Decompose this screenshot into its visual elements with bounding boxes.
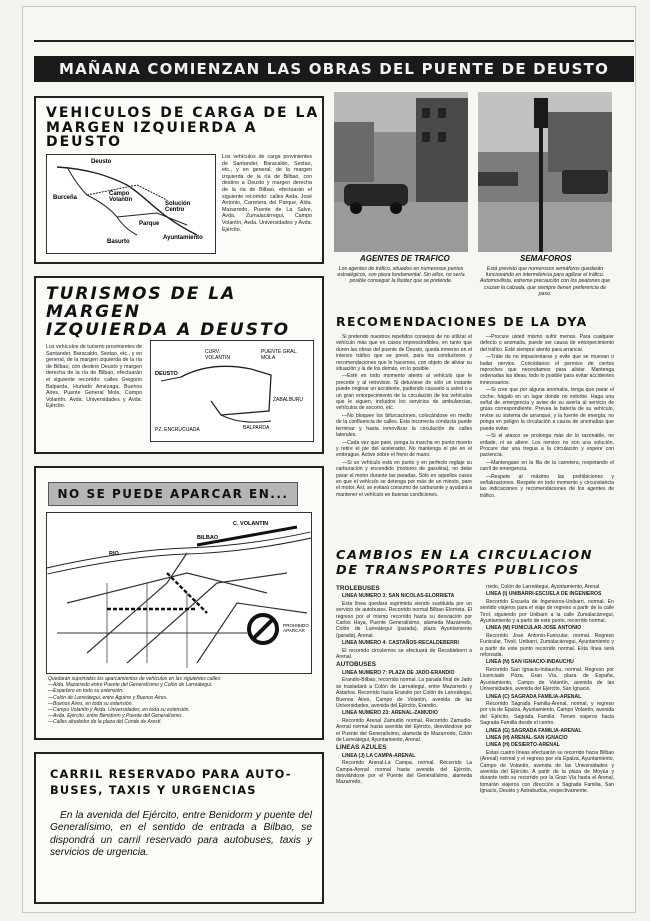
carril-title — [50, 766, 292, 798]
cambios-title-line2: DE TRANSPORTES PUBLICOS — [336, 563, 580, 578]
vehiculos-title — [46, 106, 322, 150]
vehiculos-title-line1: VEHICULOS DE CARGA DE LA — [46, 105, 320, 121]
cambios-paragraph: Recorrido Sagrada Familia-Arenal, normal, y regreso por vía de Epalza, Ayuntamiento, Campo Volantín, avenida del Ejército, Sagrada Familia. Tienen viajeros hacia Sagrada Familia desde el centro. — [480, 700, 614, 727]
aparcar-map-rio: RIO — [109, 551, 119, 557]
aparcar-item: —Espartero en todo su extensión. — [48, 688, 124, 695]
cambios-paragraph: LINEA NUMERO 7: PLAZA DE JADO-ERANDIO — [342, 669, 455, 676]
turismos-title-line2: IZQUIERDA A DEUSTO — [46, 319, 291, 340]
dya-col-1 — [336, 334, 472, 542]
vehiculos-map — [46, 154, 216, 254]
cambios-subhead: TROLEBUSES — [336, 585, 380, 592]
aparcar-item: —Buenos Aires, en toda su extensión. — [48, 700, 133, 707]
aparcar-map-prohibido: PROHIBIDO APARCAR — [283, 623, 309, 633]
aparcar-item: —Colón de Larreátegui, entre Aguirre y Buenos Aires. — [48, 694, 168, 701]
dya-paragraph: —No bloquee los bifurcaciones, colocándose en medio de la confluencia de calles. Esta incorrecta conducta puede terminar y hasta inmovilizar la circulación de calles laterales. — [336, 412, 472, 439]
cambios-title — [336, 548, 593, 578]
aparcar-item: —Avda. Ejército, entre Benidorm y Puente del Generalísimo. — [48, 713, 183, 720]
dya-paragraph: —Procure usted mismo sufrir menos. Para cualquier defecto o anomalía, puede ser causa de entorpecimiento del tráfico. Esté siempre atento para arrancar. — [480, 334, 614, 353]
aparcar-item: —Campo Volantín y Avda. Universidades, en toda su extensión. — [48, 707, 190, 714]
cambios-paragraph: LINEA (I) UNIBARRI-ESCUELA DE INGENIEROS — [486, 591, 602, 598]
vehiculos-title-line2: MARGEN IZQUIERDA A DEUSTO — [46, 119, 258, 151]
cambios-paragraph: El recorrido circulemos se efectuará de Recaldeberri a Arenal. — [336, 647, 472, 661]
cambios-paragraph: Esta línea quedará suprimida siendo sustituida por un servicio de autobuses. Recorrido normal Bilbao Elorrieta. El regreso por el mismo recorrido hasta su desviación por Carlos Haya, Puente Generalísimo, alameda Mazarredo, Colón de Larreátegui (parada), plaza Ayuntamiento (parada), Arenal. — [336, 600, 472, 639]
cambios-paragraph: LINEA (H) DESIERTO-ARENAL — [486, 742, 560, 749]
turismos-map-balparda: BALPARDA — [243, 425, 270, 431]
cambios-paragraph: LINEA NUMERO 4: CASTAÑOS-RECALDEBERRI — [342, 640, 459, 647]
map-label-solucion-centro: Solución Centro — [165, 201, 191, 213]
vehiculos-body: Los vehículos de carga provinientes de Santander, Baracaldo, Sestao, etc., y en general, de la margen izquierda de la ría de Bilbao, con destino a Deusto y margen derecha de la ría de Bilbao, efectuarán el siguiente recorrido: calles Avda. José Antonio, Carretera del Parque, Alda. Mazarredo, Puente de La Salve, Avda. Zumalacárregui, Campo Volantín, Avda. Universidades y Avda. Ejército. — [222, 154, 312, 233]
carril-title-line1: CARRIL RESERVADO PARA AUTO- — [50, 767, 292, 781]
dya-paragraph: —Esté en todo momento atento al vehículo que le precede y al retrovisor. Si detuviese de sólo un instante puede originar un accidente, pudiendo causarlo a usted o a un gran entorpecimiento de la circulación de los vehículos que le siguen, incluidos los servicios de ambulancias, vehículos de socorro, etc. — [336, 373, 472, 412]
aparcar-list — [48, 676, 310, 726]
cambios-subhead: LINEAS AZULES — [336, 744, 387, 752]
cambios-paragraph: LINEA NUMERO 3: SAN NICOLAS-ELORRIETA — [342, 593, 455, 600]
turismos-map-puente: PUENTE GRAL. MOLA — [261, 349, 298, 361]
cambios-paragraph: Estas cuatro líneas efectuarán su recorrido hacia Bilbao (Arenal) normal y el regreso por vía Epalza, Ayuntamiento, Campo de Volantín, avenida de las Universidades y avenida del Ejército. A partir de la plaza de Moyúa y durante todo su recorrido por la Gran Vía hasta el Arenal, tomarán viajeros con dirección a Sagrada Familia, San Ignacio, Deusto y Astrabudúa, respectivamente. — [480, 749, 614, 795]
top-rule — [34, 40, 634, 42]
cambios-subhead: AUTOBUSES — [336, 661, 377, 669]
dya-col-2 — [480, 334, 614, 542]
cambios-col-1 — [336, 584, 472, 902]
cambios-title-line1: CAMBIOS EN LA CIRCULACION — [336, 548, 594, 563]
dya-paragraph: —Tráte de no impacientarse y evite que se muevan o bailar nervios. Concédanos el permiso de ciertos reproches que necesitamos para aliviar. Mantenga ordenadas las ideas, todo lo posible para evitar accidentes innecesarios. — [480, 354, 614, 386]
turismos-map-encrucijada: PZ. ENCRUCIJADA — [155, 427, 200, 433]
turismos-box — [34, 276, 324, 454]
photo-semaforos — [478, 92, 612, 252]
photo-agentes — [334, 92, 468, 252]
dya-paragraph: —Si cree que por alguna anomalía, tenga que parar el coche, hágalo en un lugar donde no estorbe. Haga una señal de emergencia y avise de su avería al servicio de grúas correspondiente. Prevea la batería de su vehículo, revise su sistema de arranque, y la fuente de energía; no ponga en peligro la circulación a causa de anomalías que puede evitar. — [480, 387, 614, 432]
cambios-paragraph: Recorrido José Antonio-Funicular, normal. Regreso Funicular, Tivoli, Unibarri, Zumalacárregui, Ayuntamiento y a partir de este punto recorrido normal. Esta línea será reforzada. — [480, 632, 614, 659]
turismos-map-deusto: DEUSTO — [155, 371, 178, 377]
turismos-body: Los vehículos de turismo provinientes de Santander, Baracaldo, Sestao, etc., y en general, de la margen izquierda de la ría de Bilbao, con destino Deusto y margen derecha de la ría de Bilbao, efectuarán el siguiente recorrido: calles Gregorio Balparda, Hurtado Amézaga, Buenos Aires, Puente General Mola, Campo Volantín, Avda. Universidades y Avda. Ejército. — [46, 344, 142, 410]
dya-paragraph: Si pretendo nuestros repetidos consejos de no utilizar el vehículo más que en casos imprescindibles, en tanto que duren las obras del puente de Deusto, queda inmerso en el intenso tráfico que se prevé, para los conductores y recomendaciones que le hacemos, con objeto de aliviar su situación y la de los demás, en lo posible. — [336, 334, 472, 373]
map-label-ayuntamiento: Ayuntamiento — [163, 235, 203, 241]
main-headline: MAÑANA COMIENZAN LAS OBRAS DEL PUENTE DE DEUSTO — [34, 56, 634, 82]
aparcar-intro: Quedarán suprimidos los aparcamientos de vehículos en las siguientes calles: — [48, 676, 222, 682]
dya-paragraph: —Si el atasco se prolonga más de lo razonable, no enfade, ni se altere. Los nervios no son una solución. Procure dar una tregua a la circulación y espere con paciencia. — [480, 433, 614, 459]
map-label-deusto: Deusto — [91, 159, 112, 165]
cambios-paragraph: LINEA (J) LA CAMPA-ARENAL — [342, 752, 416, 759]
cambios-paragraph: LINEA (M) FUNICULAR-JOSE ANTONIO — [486, 625, 582, 632]
aparcar-item: —Calles alrededor de la plaza del Conde de Arestí. — [48, 719, 162, 726]
cambios-col-2 — [480, 584, 614, 902]
aparcar-map — [46, 512, 312, 674]
turismos-title-line1: TURISMOS DE LA MARGEN — [46, 284, 237, 322]
map-label-basurto: Basurto — [107, 239, 130, 245]
dya-paragraph: —Si un vehículo está en punto y en perfecto reglaje su carburación y encendido (motores de gasolina), no debe parar el motor durante las paradas. Sólo en aquellos casos en que el vehículo se detenga por más de un minuto, pare el motor. Así, se evitará consumo de carburante y ayudará a mantener el vehículo en buenas condiciones. — [336, 459, 472, 498]
cambios-paragraph: rredo, Colón de Larreátegui, Ayuntamiento, Arenal. — [486, 584, 601, 590]
vehiculos-box — [34, 96, 324, 264]
aparcar-item: —Alda. Mazarredo entre Puente del Generalísimo y Colón de Larreátegui. — [48, 682, 213, 689]
agentes-caption-title: AGENTES DE TRAFICO — [360, 254, 450, 263]
dya-paragraph: —Cada vez que pare, ponga la marcha en punto muerto y retire el pie del acelerador. No mantenga el pie en el embrague. Active sobre el freno de mano. — [336, 439, 472, 459]
turismos-map-zabalburu: ZABALBURU — [273, 397, 304, 403]
dya-paragraph: —Respete al máximo las prohibiciones y señalizaciones. Respete en todo momento y circunstancia las indicaciones y recomendaciones de los agentes de tráfico. — [480, 473, 614, 499]
turismos-map — [150, 340, 314, 442]
map-label-parque: Parque — [139, 221, 160, 227]
aparcar-header: NO SE PUEDE APARCAR EN... — [48, 482, 298, 506]
carril-body — [50, 810, 312, 860]
cambios-paragraph: Recorrido Arenal Zamudio normal. Recorrido Zamudio-Arenal normal hasta avenida del Ejército, desviándose por el Puente del Generalísimo, alameda de Mazarredo, Colón de Larreátegui, Ayuntamiento, Arenal. — [336, 717, 472, 743]
turismos-map-volantin: CURV. VOLANTIN — [205, 349, 231, 361]
cambios-paragraph: LINEA (N) SAN IGNACIO-INDAUCHU — [486, 659, 574, 666]
cambios-paragraph: LINEA (H) ARENAL-SAN IGNACIO — [486, 734, 568, 741]
semaforos-caption-title: SEMAFOROS — [520, 254, 572, 263]
aparcar-map-volantin: C. VOLANTIN — [233, 521, 269, 527]
carril-body-text: En la avenida del Ejército, entre Benidorm y puente del Generalísimo, en el sentido de entrada a Bilbao, se dispondrá un carril reservado para autobuses, taxis y servicios de urgencia. — [50, 810, 312, 859]
cambios-paragraph: Erandio-Bilbao, recorrido normal. La parada final de Jado se trasladará a Colón de Larreátegui, entre Mazarredo y Astarloa. Recorrido hacia Erandio por Colón de Larreátegui, Buenos Aires, Campo de Volantín, avenida de las Universidades, avenida del Ejército, Erandio. — [336, 677, 472, 709]
cambios-paragraph: LINEA NUMERO 23: ARENAL-ZAMUDIO — [342, 710, 438, 717]
agentes-caption: Los agentes de tráfico, situados en numerosos puntos estratégicos, son pieza fundamental. Sin ellos, no sería posible conseguir la fluidez que se pretende. — [337, 266, 465, 285]
dya-paragraph: —Mantengase en la fila de la carretera, respetando el carril de emergencia. — [480, 459, 614, 473]
cambios-paragraph: LINEA (G) SAGRADA FAMILIA-ARENAL — [486, 727, 582, 734]
dya-title: RECOMENDACIONES DE LA DYA — [336, 314, 588, 329]
cambios-paragraph: Recorrido Arenal-La Campa, normal. Recorrido La Campa-Arenal normal hasta avenida del Ejército, desviándose por el Puente del Generalísimo, alameda Mazarredo, — [336, 760, 472, 786]
map-label-campo-volantin: Campo Volantín — [109, 191, 133, 203]
cambios-paragraph: Recorrido San Ignacio-Indauchu, normal. Regreso por Licenciado Poza, Gran Vía, plaza de España, Ayuntamiento, Campo de Volantín, avenida de las Universidades, avenida del Ejército, San Ignacio. — [480, 666, 614, 693]
carril-title-line2: BUSES, TAXIS Y URGENCIAS — [50, 783, 257, 797]
map-label-burcena: Burceña — [53, 195, 78, 201]
cambios-paragraph: Recorrido Escuela de Ingenieros-Unibarri, normal. En sentido viajeros para el viaje de regreso a partir de la calle Tirol, siguiendo por Unibarri a la calle Zumalacárregui, Ayuntamiento y a partir de este punto, recorrido normal. — [480, 598, 614, 625]
turismos-title — [46, 286, 322, 340]
cambios-paragraph: LINEA (C) SAGRADA FAMILIA-ARENAL — [486, 693, 582, 700]
semaforos-caption: Está previsto que numerosos semáforos quedarán funcionando en intermitencia para agilizar el tráfico. Automovilista, extreme precaución con los peatones que cruzan la calzada, que siempre tienen preferencia de paso. — [479, 266, 611, 297]
aparcar-map-bilbao: BILBAO — [197, 535, 219, 541]
